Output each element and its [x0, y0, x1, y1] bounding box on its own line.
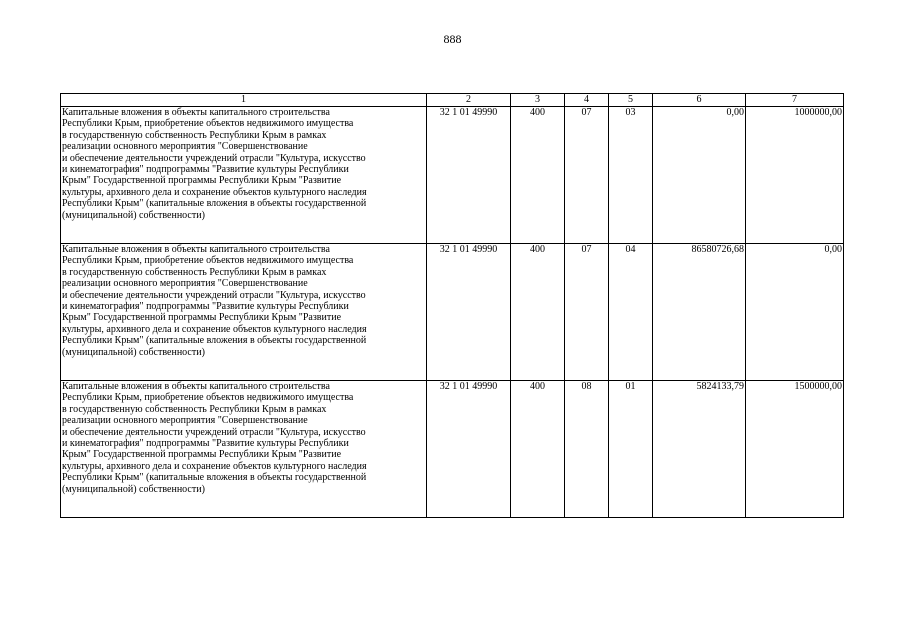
column-header-3: 3 — [511, 94, 565, 107]
table-row — [61, 107, 844, 244]
row-target-article: 32 1 01 49990 — [427, 244, 511, 381]
budget-table — [60, 93, 844, 518]
column-header-2: 2 — [427, 94, 511, 107]
column-header-7: 7 — [746, 94, 844, 107]
row-expense-type: 400 — [511, 107, 565, 244]
column-header-4: 4 — [565, 94, 609, 107]
row-amount-col7: 1000000,00 — [746, 107, 844, 244]
row-amount-col7: 0,00 — [746, 244, 844, 381]
column-header-6: 6 — [653, 94, 746, 107]
row-target-article: 32 1 01 49990 — [427, 381, 511, 518]
row-description: Капитальные вложения в объекты капитального строительства Республики Крым, приобретение объектов недвижимого имущества в государственную собственность Республики Крым в рамках реализации основного мероприятия "Совершенствование и обеспечение деятельности учреждений отрасли "Культура, искусство и кинематография" подпрограммы "Развитие культуры Республики Крым" Государственной программы Республики Крым "Развитие культуры, архивного дела и сохранение объектов культурного наследия Республики Крым" (капитальные вложения в объекты государственной (муниципальной) собственности) — [61, 244, 427, 381]
row-amount-col6: 86580726,68 — [653, 244, 746, 381]
row-subsection: 03 — [609, 107, 653, 244]
row-amount-col7: 1500000,00 — [746, 381, 844, 518]
row-description: Капитальные вложения в объекты капитального строительства Республики Крым, приобретение объектов недвижимого имущества в государственную собственность Республики Крым в рамках реализации основного мероприятия "Совершенствование и обеспечение деятельности учреждений отрасли "Культура, искусство и кинематография" подпрограммы "Развитие культуры Республики Крым" Государственной программы Республики Крым "Развитие культуры, архивного дела и сохранение объектов культурного наследия Республики Крым" (капитальные вложения в объекты государственной (муниципальной) собственности) — [61, 381, 427, 518]
row-section: 07 — [565, 107, 609, 244]
row-description: Капитальные вложения в объекты капитального строительства Республики Крым, приобретение объектов недвижимого имущества в государственную собственность Республики Крым в рамках реализации основного мероприятия "Совершенствование и обеспечение деятельности учреждений отрасли "Культура, искусство и кинематография" подпрограммы "Развитие культуры Республики Крым" Государственной программы Республики Крым "Развитие культуры, архивного дела и сохранение объектов культурного наследия Республики Крым" (капитальные вложения в объекты государственной (муниципальной) собственности) — [61, 107, 427, 244]
column-header-5: 5 — [609, 94, 653, 107]
row-expense-type: 400 — [511, 244, 565, 381]
row-subsection: 01 — [609, 381, 653, 518]
row-section: 07 — [565, 244, 609, 381]
row-section: 08 — [565, 381, 609, 518]
row-subsection: 04 — [609, 244, 653, 381]
row-amount-col6: 0,00 — [653, 107, 746, 244]
row-target-article: 32 1 01 49990 — [427, 107, 511, 244]
header-row — [61, 94, 844, 107]
column-header-1: 1 — [61, 94, 427, 107]
page-number: 888 — [443, 32, 462, 46]
row-amount-col6: 5824133,79 — [653, 381, 746, 518]
table-row — [61, 244, 844, 381]
row-expense-type: 400 — [511, 381, 565, 518]
table-row — [61, 381, 844, 518]
